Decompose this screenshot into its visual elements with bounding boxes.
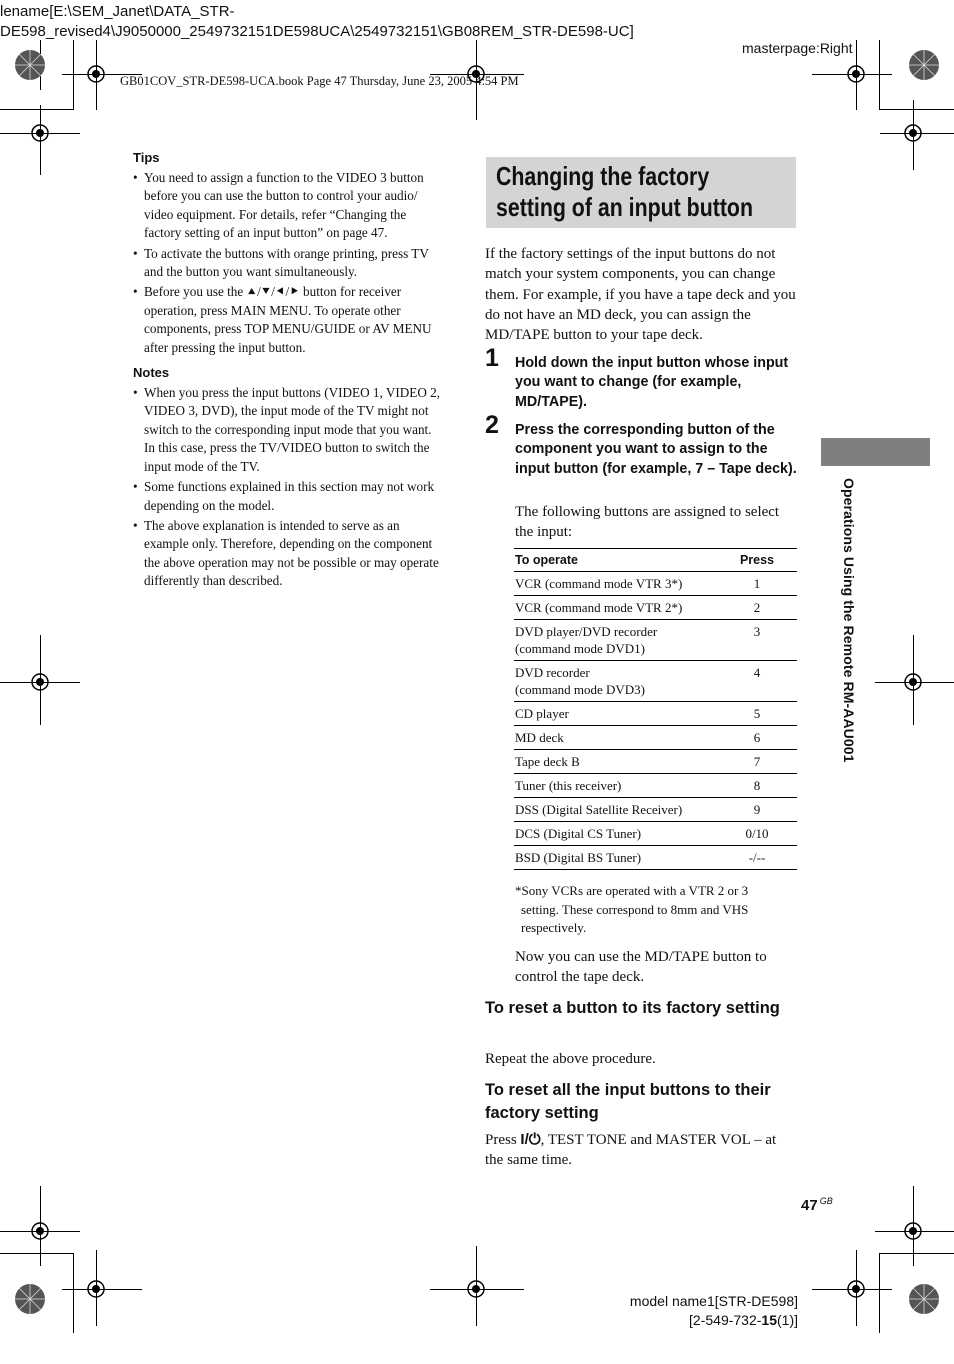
operate-cell: Tape deck B	[514, 750, 716, 774]
tips-list	[133, 169, 445, 357]
operate-cell: CD player	[514, 702, 716, 726]
step-text: Press the corresponding button of the component you want to assign to the input button (for example, 7 – Tape deck).	[515, 422, 797, 477]
button-assignment-table	[514, 548, 797, 870]
table-row	[514, 620, 797, 661]
list-item: • When you press the input buttons (VIDEO 1, VIDEO 2, VIDEO 3, DVD), the input mode of the TV might not switch to the corresponding input mode that you want. In this case, press the TV/VIDEO button to switch the input mode of the TV.	[133, 384, 445, 476]
table-row	[514, 822, 797, 846]
column-header: To operate	[514, 549, 716, 572]
title-line: setting of an input button	[496, 192, 753, 222]
operate-cell: DVD player/DVD recorder (command mode DVD1)	[514, 620, 716, 661]
registration-mark-icon	[901, 670, 925, 694]
list-item: • The above explanation is intended to serve as an example only. Therefore, depending on the component the above operation may not be possible or may operate differently than described.	[133, 517, 445, 591]
list-item: • You need to assign a function to the VIDEO 3 button before you can use the button to control your audio/ video equipment. For details, refer “Changing the factory setting of an input button” on page 47.	[133, 169, 445, 243]
registration-mark-icon	[901, 1219, 925, 1243]
step-text: Hold down the input button whose input you want to change (for example, MD/TAPE).	[515, 355, 789, 410]
step-number: 2	[485, 411, 499, 439]
starburst-mark-icon	[13, 1282, 47, 1316]
title-line: Changing the factory	[496, 161, 710, 191]
reset-all-heading: To reset all the input buttons to their factory setting	[485, 1081, 771, 1122]
list-item: • To activate the buttons with orange printing, press TV and the button you want simultaneously.	[133, 245, 445, 282]
column-header: Press	[716, 549, 797, 572]
notes-heading: Notes	[133, 365, 170, 381]
operate-cell: VCR (command mode VTR 2*)	[514, 596, 716, 620]
table-row	[514, 661, 797, 702]
press-cell: 8	[716, 774, 797, 798]
press-cell: -/--	[716, 846, 797, 870]
masterpage-label: masterpage:Right	[742, 40, 853, 56]
table-header-row	[514, 549, 797, 572]
registration-mark-icon	[28, 670, 52, 694]
model-line: [2-549-732-15(1)]	[689, 1312, 798, 1328]
table-footnote: *Sony VCRs are operated with a VTR 2 or 3 setting. These correspond to 8mm and VHS respectively.	[515, 883, 749, 935]
press-cell: 6	[716, 726, 797, 750]
operate-cell: BSD (Digital BS Tuner)	[514, 846, 716, 870]
chapter-tab	[821, 438, 930, 466]
press-cell: 9	[716, 798, 797, 822]
page-number: 47 $^{GB}$	[801, 1196, 833, 1214]
notes-list	[133, 384, 445, 590]
starburst-mark-icon	[13, 48, 47, 82]
registration-mark-icon	[844, 62, 868, 86]
reset-all-body: Press I/⏻, TEST TONE and MASTER VOL – at the same time.	[485, 1131, 777, 1169]
registration-mark-icon	[901, 121, 925, 145]
registration-mark-icon	[844, 1277, 868, 1301]
list-item: • Some functions explained in this section may not work depending on the model.	[133, 478, 445, 515]
press-cell: 0/10	[716, 822, 797, 846]
operate-cell: DCS (Digital CS Tuner)	[514, 822, 716, 846]
section-title-box	[486, 157, 796, 228]
intro-paragraph: If the factory settings of the input buttons do not match your system components, you can change them. For example, if you have a tape deck and you do not have an MD deck, you can assign the MD/TAPE button to your tape deck.	[485, 246, 796, 344]
operate-cell: VCR (command mode VTR 3*)	[514, 572, 716, 596]
press-cell: 3	[716, 620, 797, 661]
registration-mark-icon	[28, 1219, 52, 1243]
registration-mark-icon	[464, 1277, 488, 1301]
step-number: 1	[485, 344, 499, 372]
press-cell: 2	[716, 596, 797, 620]
press-cell: 1	[716, 572, 797, 596]
book-info-line: GB01COV_STR-DE598-UCA.book Page 47 Thursday, June 23, 2005 4:54 PM	[120, 74, 519, 88]
table-row	[514, 596, 797, 620]
result-text: Now you can use the MD/TAPE button to control the tape deck.	[515, 949, 767, 986]
step-follow-text: The following buttons are assigned to select the input:	[515, 504, 780, 541]
reset-button-heading: To reset a button to its factory setting	[485, 999, 780, 1017]
registration-mark-icon	[28, 121, 52, 145]
registration-mark-icon	[84, 1277, 108, 1301]
chapter-side-label: Operations Using the Remote RM-AAU001	[841, 478, 857, 763]
reset-button-body: Repeat the above procedure.	[485, 1051, 656, 1067]
table-row	[514, 774, 797, 798]
operate-cell: DSS (Digital Satellite Receiver)	[514, 798, 716, 822]
model-line: model name1[STR-DE598]	[629, 1293, 798, 1309]
list-item: • Before you use the ⯅/⯆/⯇/⯈ button for receiver operation, press MAIN MENU. To operate other components, press TOP MENU/GUIDE or AV MENU after pressing the input button.	[133, 283, 445, 357]
table-row	[514, 846, 797, 870]
press-cell: 7	[716, 750, 797, 774]
starburst-mark-icon	[907, 1282, 941, 1316]
table-row	[514, 750, 797, 774]
page-title	[496, 161, 753, 223]
operate-cell: DVD recorder (command mode DVD3)	[514, 661, 716, 702]
table-row	[514, 798, 797, 822]
press-cell: 4	[716, 661, 797, 702]
power-symbol: I/⏻	[520, 1131, 541, 1148]
press-cell: 5	[716, 702, 797, 726]
model-info	[560, 1292, 798, 1330]
operate-cell: Tuner (this receiver)	[514, 774, 716, 798]
left-column	[133, 150, 445, 599]
table-row	[514, 726, 797, 750]
table-row	[514, 572, 797, 596]
starburst-mark-icon	[907, 48, 941, 82]
registration-mark-icon	[84, 62, 108, 86]
operate-cell: MD deck	[514, 726, 716, 750]
table-row	[514, 702, 797, 726]
tips-heading: Tips	[133, 150, 160, 165]
file-path-text: lename[E:\SEM_Janet\DATA_STR-DE598_revised4\J9050000_2549732151DE598UCA\2549732151\GB08REM_STR-DE598-UC]	[0, 3, 634, 40]
